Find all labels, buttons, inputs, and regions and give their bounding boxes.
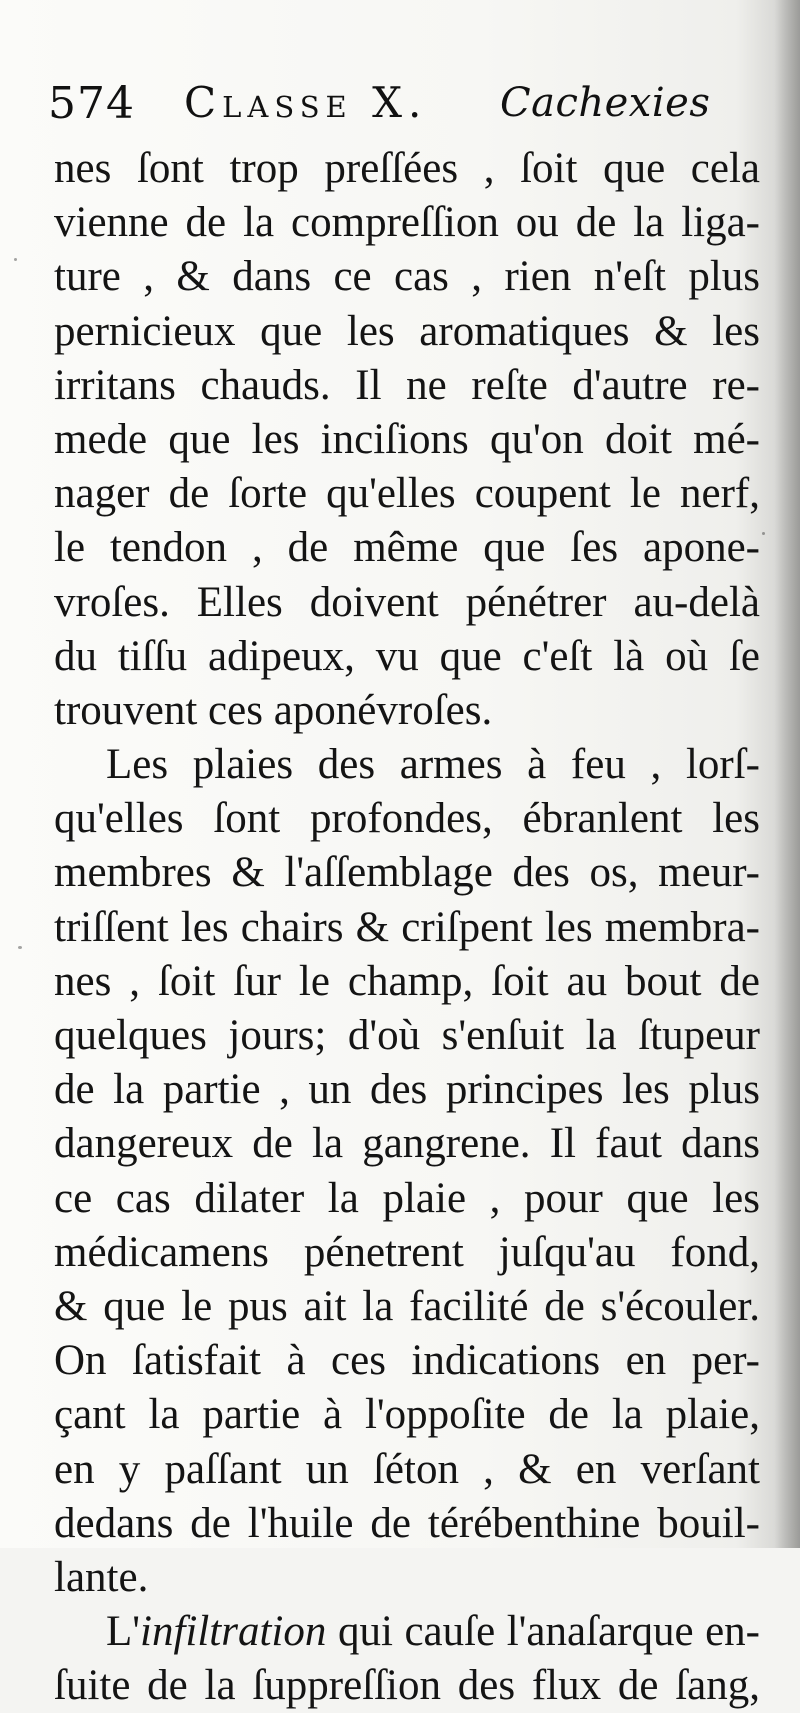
paper-speck (762, 532, 765, 535)
text-line: nager de ſorte qu'elles coupent le nerf, (54, 470, 760, 518)
text-line: de la partie , un des principes les plus (54, 1066, 760, 1114)
text-line: dangereux de la gangrene. Il faut dans (54, 1120, 760, 1168)
page-gutter-shadow (774, 0, 800, 1548)
text-line: pernicieux que les aromatiques & les (54, 307, 760, 355)
text-line: ture , & dans ce cas , rien n'eſt plus (54, 253, 760, 301)
text-line: irritans chauds. Il ne reſte d'autre re- (54, 361, 760, 409)
page-header (48, 70, 748, 140)
text-line: vroſes. Elles doivent pénétrer au-delà (54, 578, 760, 626)
text-line: nes , ſoit ſur le champ, ſoit au bout de (54, 957, 760, 1005)
text-line: ſuite de la ſuppreſſion des flux de ſang, (54, 1662, 760, 1710)
text-line: On ſatisfait à ces indications en per- (54, 1337, 760, 1385)
text-line: le tendon , de même que ſes apone- (54, 524, 760, 572)
text-line-lead: L' (106, 1608, 141, 1656)
text-line (54, 1605, 760, 1659)
text-line: membres & l'aſſemblage des os, meur- (54, 849, 760, 897)
text-line: mede que les inciſions qu'on doit mé- (54, 415, 760, 463)
text-line: du tiſſu adipeux, vu que c'eſt là où ſe (54, 632, 760, 680)
text-line: & que le pus ait la facilité de s'écouler. (54, 1282, 760, 1330)
text-line: çant la partie à l'oppoſite de la plaie, (54, 1391, 760, 1439)
italic-term: infiltration (140, 1608, 327, 1656)
text-line: triſſent les chairs & criſpent les membra- (54, 903, 760, 951)
text-line: vienne de la compreſſion ou de la liga- (54, 199, 760, 247)
text-line: en y paſſant un ſéton , & en verſant (54, 1445, 760, 1493)
paper-speck (14, 258, 17, 261)
text-line: nes ſont trop preſſées , ſoit que cela (54, 145, 760, 192)
text-line: médicamens pénetrent juſqu'au fond, (54, 1228, 760, 1276)
text-line: lante. (54, 1553, 149, 1601)
running-head-class: Classe X. (184, 78, 428, 127)
text-line: Les plaies des armes à feu , lorſ- (106, 741, 760, 789)
paper-speck (18, 946, 22, 949)
body-text (54, 142, 760, 1713)
running-head-subject: Cachexies (500, 80, 711, 126)
text-line: ce cas dilater la plaie , pour que les (54, 1174, 760, 1222)
text-line: dedans de l'huile de térébenthine bouil- (54, 1499, 760, 1547)
page-number: 574 (48, 78, 135, 129)
text-line: qu'elles ſont profondes, ébranlent les (54, 795, 760, 843)
text-line: trouvent ces aponévroſes. (54, 686, 493, 734)
text-line-rest: qui cauſe l'anaſarque en- (326, 1608, 760, 1656)
text-line: quelques jours; d'où s'enſuit la ſtupeur (54, 1012, 760, 1059)
